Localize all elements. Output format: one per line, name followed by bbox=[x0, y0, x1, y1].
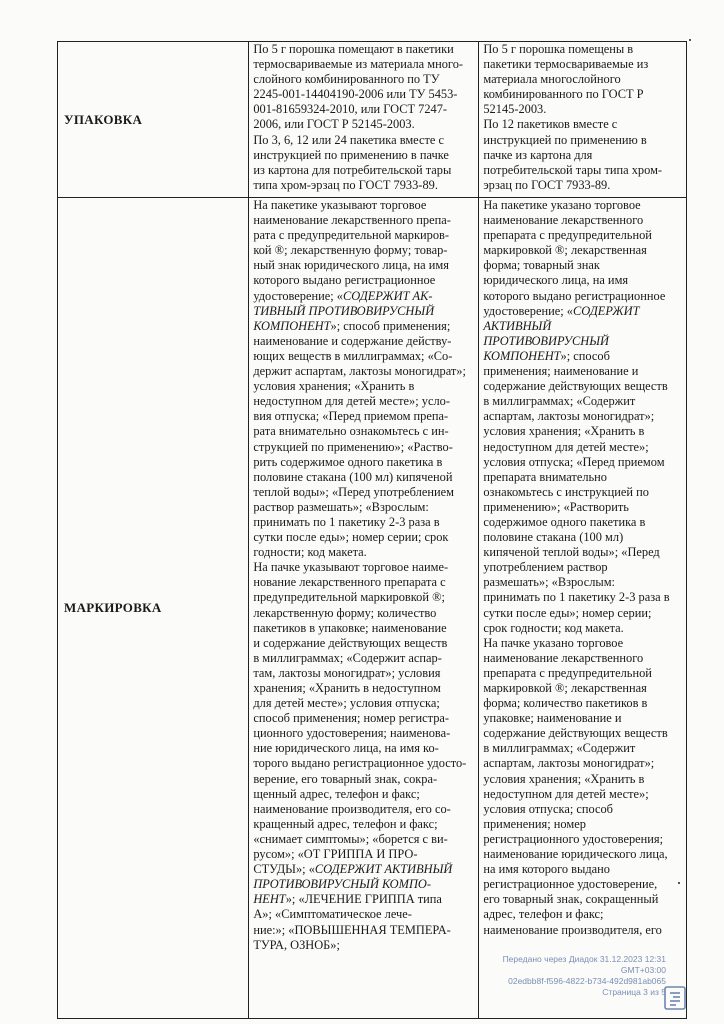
stamp-transfer-line: Передано через Диадок 31.12.2023 12:31 GMT+03:00 bbox=[502, 954, 666, 975]
marking-label: МАРКИРОВКА bbox=[58, 198, 249, 1019]
specification-table-page bbox=[57, 41, 687, 1019]
packaging-text-right: По 5 г порошка помещены в пакетики термосвариваемые из материала многослойного комбинированного по ГОСТ Р 52145-2003. По 12 пакетиков вместе с инструкцией по применению в пачке из картона для потребительской тары типа хром- эрзац по ГОСТ 7933-89. bbox=[483, 42, 663, 192]
diadoc-stamp bbox=[462, 954, 666, 998]
marking-row bbox=[58, 198, 687, 1019]
packaging-row bbox=[58, 42, 687, 198]
marking-right-italic-1: СОДЕРЖИТ АКТИВНЫЙ ПРОТИВОВИРУСНЫЙ КОМПОНЕНТ bbox=[483, 303, 640, 363]
marking-right-part-2: »; способ применения; наименование и содержание действующих веществ в миллиграммах; «Содержит аспартам, лактозы моногидрат»; условия хранения; «Хранить в недоступном для детей месте»; условия отпуска; «Перед приемом препарата внимательно ознакомьтесь с инструкцией по применению»; «Растворить содержимое одного пакетика в половине стакана (100 мл) кипяченой теплой воды»; «Перед употреблением раствор размешать»; «Взрослым: принимать по 1 пакетику 2-3 раза в сутки после еды»; номер серии; срок годности; код макета. На пачке указано торговое наименование лекарственного препарата с предупредительной маркировкой ®; лекарственная форма; количество пакетиков в упаковке; наименование и содержание действующих веществ в миллиграммах; «Содержит аспартам, лактозы моногидрат»; условия хранения; «Хранить в недоступном для детей месте»; условия отпуска; способ применения; номер регистрационного удостоверения; наименование юридического лица, на имя которого выдано регистрационное удостоверение, его товарный знак, сокращенный адрес, телефон и факс; наименование производителя, его bbox=[483, 348, 670, 937]
marking-right-text bbox=[483, 198, 682, 938]
marking-text-revised bbox=[479, 198, 687, 1019]
marking-right-part-1: На пакетике указано торговое наименование лекарственного препарата с предупредительной маркировкой ®; лекарственная форма; товарный знак юридического лица, на имя которого выдано регистрационное удостоверение; « bbox=[483, 198, 666, 318]
marking-left-part-3: »; «ЛЕЧЕНИЕ ГРИППА типа А»; «Симптоматическое лече- ние:»; «ПОВЫШЕННАЯ ТЕМПЕРА- ТУРА, ОЗНОБ»; bbox=[253, 892, 451, 952]
packaging-text-revised bbox=[479, 42, 687, 198]
stamp-page-number: Страница 3 из 5 bbox=[602, 987, 666, 997]
marking-left-text bbox=[253, 198, 474, 953]
marking-left-part-1: На пакетике указывают торговое наименование лекарственного препа- рата с предупредительной маркиров- кой ®; лекарственную форму; товар- ный знак юридического лица, на имя которого выдано регистрационное удостоверение; « bbox=[253, 198, 451, 303]
specification-table bbox=[57, 41, 687, 1019]
packaging-text-left: По 5 г порошка помещают в пакетики термосвариваемые из материала много- слойного комбинированного по ТУ 2245-001-14404190-2006 или ТУ 5453- 001-81659324-2010, или ГОСТ 7247- 2006, или ГОСТ Р 52145-2003. По 3, 6, 12 или 24 пакетика вместе с инструкцией по применению в пачке из картона для потребительской тары типа хром-эрзац по ГОСТ 7933-89. bbox=[253, 42, 464, 192]
document-stamp-icon bbox=[664, 986, 686, 1010]
marking-left-part-2: »; способ применения; наименование и содержание действу- ющих веществ в миллиграммах; «Со- держит аспартам, лактозы моногидрат»; условия хранения; «Хранить в недоступном для детей месте»; усло- вия отпуска; «Перед приемом препа- рата внимательно ознакомьтесь с ин- струкцией по применению»; «Раство- рить содержимое одного пакетика в половине стакана (100 мл) кипяченой теплой воды»; «Перед употреблением раствор размешать»; «Взрослым: принимать по 1 пакетику 2-3 раза в сутки после еды»; номер серии; срок годности; код макета. На пачке указывают торговое наиме- нование лекарственного препарата с предупредительной маркировкой ®; лекарственную форму; количество пакетиков в упаковке; наименование и содержание действующих веществ в миллиграммах; «Содержит аспар- там, лактозы моногидрат»; условия хранения; «Хранить в недоступном для детей месте»; условия отпуска; способ применения; номер региcтра- ционного удостоверения; наименова- ние юридического лица, на имя ко- торого выдано регистрационное удосто- верение, его товарный знак, сокра- щенный адрес, телефон и факс; наименование производителя, его со- кращенный адрес, телефон и факс; «снимает симптомы»; «борется с ви- русом»; «ОТ ГРИППА И ПРО- СТУДЫ»; « bbox=[253, 318, 467, 877]
stamp-document-id: 02edbb8f-f596-4822-b734-492d981ab065 bbox=[508, 976, 666, 986]
scan-speck bbox=[689, 39, 691, 41]
packaging-label: УПАКОВКА bbox=[58, 42, 249, 198]
marking-text-original bbox=[249, 198, 479, 1019]
marking-left-italic-1: СОДЕРЖИТ АК- ТИВНЫЙ ПРОТИВОВИРУСНЫЙ КОМПОНЕНТ bbox=[253, 288, 435, 333]
packaging-text-original bbox=[249, 42, 479, 198]
marking-left-italic-2: СОДЕРЖИТ АКТИВНЫЙ ПРОТИВОВИРУСНЫЙ КОМПО- НЕНТ bbox=[253, 862, 453, 907]
